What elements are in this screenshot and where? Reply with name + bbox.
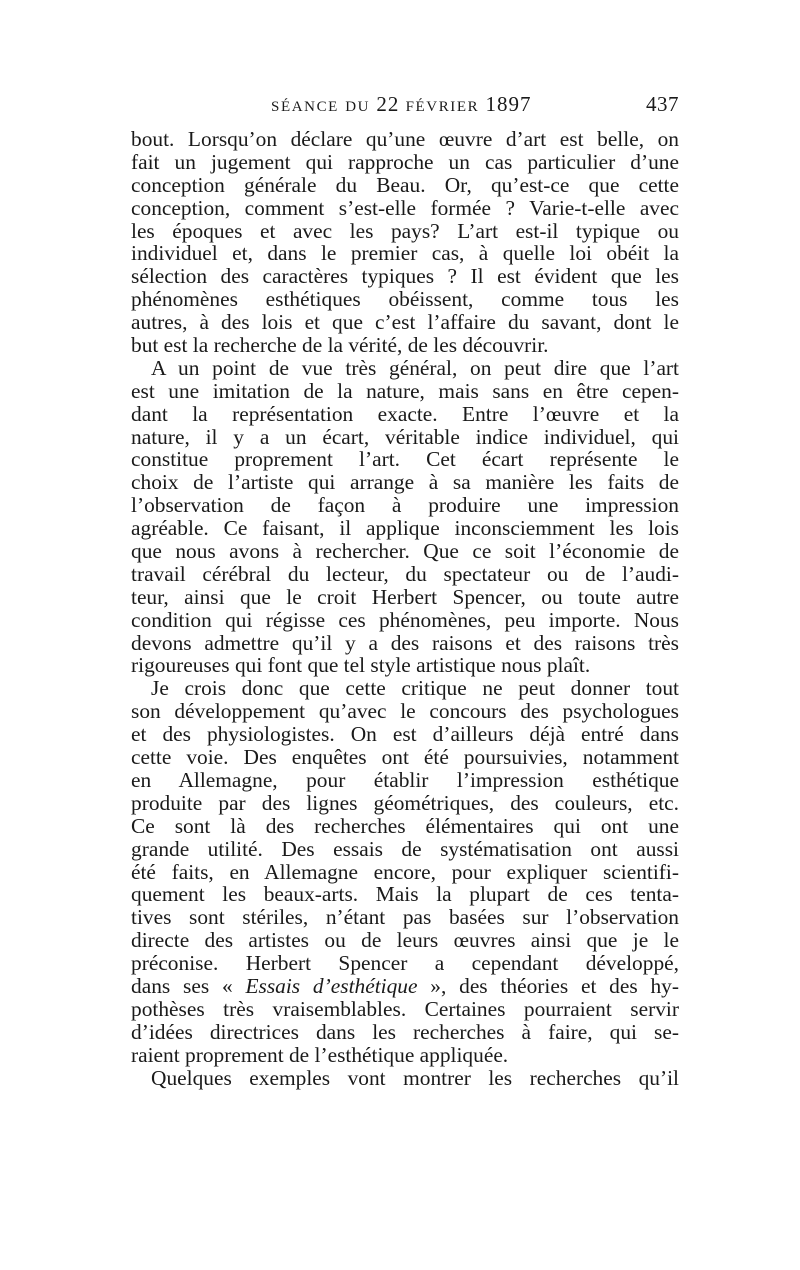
text-line: teur, ainsi que le croit Herbert Spencer, ou toute autre: [131, 584, 679, 609]
text-line: nature, il y a un écart, véritable indice individuel, qui: [131, 424, 679, 449]
text-line: constitue proprement l’art. Cet écart représente le: [131, 447, 679, 472]
text-line: agréable. Ce faisant, il applique inconsciemment les lois: [131, 516, 679, 541]
text-line-with-title: [131, 975, 679, 998]
running-head-year: 1897: [485, 92, 532, 116]
text-line: pothèses très vraisemblables. Certaines pourraient servir: [131, 996, 679, 1021]
text-segment: », des théories et des hy-: [417, 973, 680, 998]
text-line: phénomènes esthétiques obéissent, comme tous les: [131, 287, 679, 312]
text-line: condition qui régisse ces phénomènes, peu importe. Nous: [131, 607, 679, 632]
text-line: A un point de vue très général, on peut dire que l’art: [151, 355, 679, 380]
text-line: grande utilité. Des essais de systématisation ont aussi: [131, 836, 679, 861]
running-head-month: FÉVRIER: [405, 99, 480, 115]
running-head-day: 22: [376, 92, 400, 116]
text-line: autres, à des lois et que c’est l’affaire du savant, dont le: [131, 310, 679, 335]
text-line: devons admettre qu’il y a des raisons et des raisons très: [131, 630, 679, 655]
text-line: Je crois donc que cette critique ne peut donner tout: [151, 676, 679, 701]
text-line: conception, comment s’est-elle formée ? Varie-t-elle avec: [131, 195, 679, 220]
text-line: cette voie. Des enquêtes ont été poursuivies, notamment: [131, 745, 679, 770]
text-line: choix de l’artiste qui arrange à sa manière les faits de: [131, 470, 679, 495]
text-line: que nous avons à rechercher. Que ce soit l’économie de: [131, 539, 679, 564]
text-line: d’idées directrices dans les recherches à faire, qui se-: [131, 1019, 679, 1044]
text-line: Quelques exemples vont montrer les recherches qu’il: [151, 1065, 679, 1090]
text-line: conception générale du Beau. Or, qu’est-ce que cette: [131, 172, 679, 197]
text-line: travail cérébral du lecteur, du spectateur ou de l’audi-: [131, 561, 679, 586]
text-line: produite par des lignes géométriques, des couleurs, etc.: [131, 790, 679, 815]
running-head-word-seance: SÉANCE: [271, 99, 339, 115]
text-segment: dans ses «: [131, 973, 246, 998]
text-line: sélection des caractères typiques ? Il est évident que les: [131, 264, 679, 289]
text-line: en Allemagne, pour établir l’impression esthétique: [131, 767, 679, 792]
text-line: but est la recherche de la vérité, de les découvrir.: [131, 333, 549, 358]
text-line: quement les beaux-arts. Mais la plupart de ces tenta-: [131, 882, 679, 907]
text-line: raient proprement de l’esthétique appliquée.: [131, 1042, 509, 1067]
running-head: [271, 92, 532, 117]
book-title-italic: Essais d’esthétique: [245, 973, 418, 998]
text-line: Ce sont là des recherches élémentaires qui ont une: [131, 813, 679, 838]
text-line: fait un jugement qui rapproche un cas particulier d’une: [131, 149, 679, 174]
body-text: [131, 128, 679, 1089]
text-line: directe des artistes ou de leurs œuvres ainsi que je le: [131, 928, 679, 953]
text-line: son développement qu’avec le concours des psychologues: [131, 699, 679, 724]
text-line: les époques et avec les pays? L’art est-il typique ou: [131, 218, 679, 243]
text-line: bout. Lorsqu’on déclare qu’une œuvre d’art est belle, on: [131, 127, 679, 151]
running-head-word-du: DU: [345, 99, 371, 115]
page-number: 437: [646, 92, 679, 116]
text-line: l’observation de façon à produire une impression: [131, 493, 679, 518]
text-line: rigoureuses qui font que tel style artistique nous plaît.: [131, 653, 591, 678]
text-line: été faits, en Allemagne encore, pour expliquer scientifi-: [131, 859, 679, 884]
text-line: et des physiologistes. On est d’ailleurs déjà entré dans: [131, 722, 679, 747]
text-line: tives sont stériles, n’étant pas basées sur l’observation: [131, 905, 679, 930]
text-line: est une imitation de la nature, mais sans en être cepen-: [131, 378, 679, 403]
text-line: individuel et, dans le premier cas, à quelle loi obéit la: [131, 241, 679, 266]
text-line: préconise. Herbert Spencer a cependant développé,: [131, 951, 679, 976]
text-line: dant la représentation exacte. Entre l’œuvre et la: [131, 401, 679, 426]
page-header: [131, 92, 679, 118]
